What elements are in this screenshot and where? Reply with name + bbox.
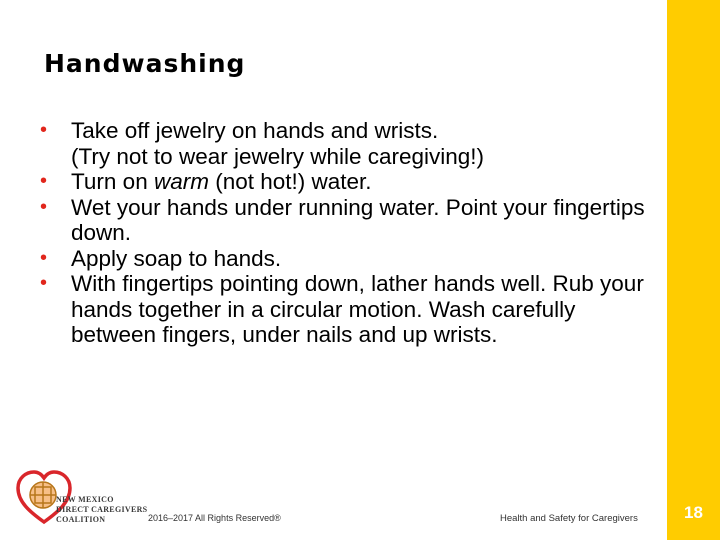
bullet-text: Apply soap to hands. [71, 245, 282, 271]
list-item [40, 271, 650, 348]
bullet-text: Take off jewelry on hands and wrists. [71, 118, 439, 143]
bullet-text: Turn on [71, 169, 154, 194]
footer-course-title: Health and Safety for Caregivers [500, 513, 638, 524]
bullet-text-line2: (Try not to wear jewelry while caregiving!) [71, 143, 485, 169]
logo-text-line2: DIRECT CAREGIVERS [56, 505, 148, 514]
bullet-icon: • [40, 170, 48, 192]
bullet-icon: • [40, 119, 48, 141]
logo-text-line3: COALITION [56, 515, 106, 524]
bullet-list [40, 118, 650, 348]
footer-copyright: 2016–2017 All Rights Reserved® [148, 513, 281, 523]
page-number: 18 [684, 503, 703, 522]
bullet-text: With fingertips pointing down, lather hands well. Rub your hands together in a circular motion. Wash carefully between fingers, under nails and up wrists. [71, 271, 644, 347]
slide-title: Handwashing [44, 49, 246, 78]
list-item [40, 118, 650, 169]
coalition-logo [14, 468, 149, 528]
bullet-icon: • [40, 195, 48, 218]
bullet-text: Wet your hands under running water. Point your fingertips down. [71, 194, 645, 245]
list-item [40, 169, 650, 195]
bullet-icon: • [40, 246, 48, 269]
list-item [40, 246, 650, 272]
yellow-sidebar [667, 0, 720, 540]
bullet-emphasis: warm [153, 169, 209, 194]
bullet-text-rest: (not hot!) water. [208, 169, 372, 194]
logo-text-line1: NEW MEXICO [56, 495, 114, 504]
list-item [40, 195, 650, 246]
bullet-icon: • [40, 272, 48, 294]
